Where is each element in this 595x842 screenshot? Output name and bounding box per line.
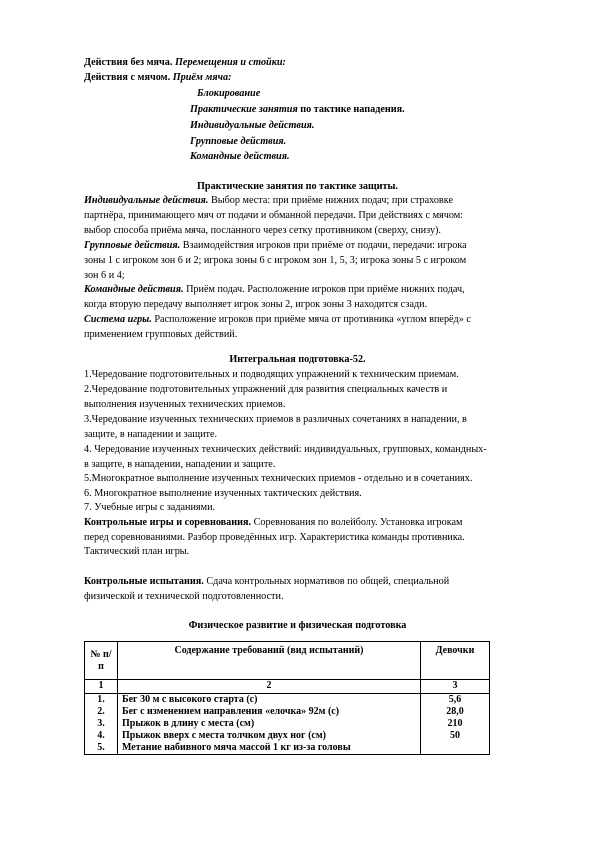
row-value: 28,0: [421, 706, 490, 718]
requirements-table: [84, 641, 490, 755]
game-system-title: Система игры.: [84, 314, 152, 325]
defense-p2-text1: Взаимодействия игроков при приёме от подачи, передачи: игрока: [180, 240, 467, 251]
group-actions-line: Групповые действия.: [190, 136, 287, 147]
row-text: Прыжок в длину с места (см): [118, 718, 421, 730]
defense-p3-line2: когда вторую передачу выполняет игрок зоны 2, игрок зоны 3 находится сзади.: [84, 299, 428, 310]
defense-p4-line2: применением групповых действий.: [84, 329, 238, 340]
row-number: 5.: [85, 742, 118, 755]
integral-line: 1.Чередование подготовительных и подводящих упражнений к техническим приемам.: [84, 369, 459, 380]
ball-actions-line: [84, 71, 231, 84]
row-value: 5,6: [421, 694, 490, 707]
integral-line: 5.Многократное выполнение изученных технических приемов - отдельно и в сочетаниях.: [84, 473, 473, 484]
team-title: Командные действия.: [84, 284, 184, 295]
header-girls: Девочки: [421, 642, 490, 680]
defense-p1-text1: Выбор места: при приёме нижних подач; при страховке: [208, 195, 453, 206]
row-number: 4.: [85, 730, 118, 742]
control-games-line1: [84, 516, 462, 529]
control-games-title: Контрольные игры и соревнования.: [84, 517, 252, 528]
table-row: [85, 706, 490, 718]
defense-p3-line1: [84, 283, 465, 296]
movements-label: Перемещения и стойки:: [172, 57, 286, 68]
integral-line: защите, в нападении и защите.: [84, 429, 218, 440]
defense-p2-line2: зоны 1 с игроком зон 6 и 2; игрока зоны 6 с игроком зон 1, 5, 3; игрока зоны 5 с игроком: [84, 255, 467, 266]
control-games-text1: Соревнования по волейболу. Установка игрокам: [251, 517, 463, 528]
defense-p4-line1: [84, 313, 471, 326]
reception-label: Приём мяча:: [170, 72, 232, 83]
defense-p1-line1: [84, 194, 453, 207]
table-row: [85, 694, 490, 707]
table-row: [85, 730, 490, 742]
integral-line: выполнения изученных технических приемов.: [84, 399, 286, 410]
integral-line: 7. Учебные игры с заданиями.: [84, 502, 216, 513]
control-tests-line1: [84, 575, 449, 588]
row-value: 50: [421, 730, 490, 742]
table-row: [85, 742, 490, 755]
defense-p2-line1: [84, 239, 467, 252]
table-row: [85, 718, 490, 730]
defense-p1-line2: партнёра, принимающего мяч от подачи и обманной передачи. При действиях с мячом:: [84, 210, 464, 221]
individual-title: Индивидуальные действия.: [84, 195, 209, 206]
defense-p1-line3: выбор способа приёма мяча, посланного через сетку противником (сверху, снизу).: [84, 225, 441, 236]
group-title: Групповые действия.: [84, 240, 181, 251]
attack-tactics-line: [190, 103, 405, 116]
movements-line: [84, 56, 286, 69]
header-number: № п/п: [85, 642, 118, 680]
row-value: 210: [421, 718, 490, 730]
attack-tactics-label: по тактике нападения.: [297, 104, 405, 115]
integral-line: в защите, в нападении, нападении и защите.: [84, 459, 276, 470]
row-text: Прыжок вверх с места толчком двух ног (см): [118, 730, 421, 742]
integral-heading: Интегральная подготовка-52.: [229, 354, 366, 365]
control-games-line3: Тактический план игры.: [84, 546, 190, 557]
individual-actions-line: Индивидуальные действия.: [190, 120, 315, 131]
integral-line: 6. Многократное выполнение изученных тактических действия.: [84, 488, 362, 499]
header-content: Содержание требований (вид испытаний): [118, 642, 421, 680]
integral-line: 2.Чередование подготовительных упражнений для развития специальных качеств и: [84, 384, 448, 395]
table-number-row: [85, 680, 490, 694]
col-number-1: 1: [85, 680, 118, 694]
defense-p2-line3: зон 6 и 4;: [84, 270, 125, 281]
integral-line: 4. Чередование изученных технических действий: индивидуальных, групповых, командных-: [84, 444, 487, 455]
row-text: Бег с изменением направления «елочка» 92м (с): [118, 706, 421, 718]
col-number-2: 2: [118, 680, 421, 694]
table-title: Физическое развитие и физическая подготовка: [188, 620, 407, 631]
row-number: 2.: [85, 706, 118, 718]
defense-heading: Практические занятия по тактике защиты.: [197, 181, 398, 192]
defense-p4-text1: Расположение игроков при приёме мяча от противника «углом вперёд» с: [151, 314, 471, 325]
col-number-3: 3: [421, 680, 490, 694]
blocking-line: Блокирование: [197, 88, 261, 99]
row-value: [421, 742, 490, 755]
control-tests-title: Контрольные испытания.: [84, 576, 204, 587]
ball-actions-label: Действия с мячом.: [84, 72, 171, 83]
row-text: Бег 30 м с высокого старта (с): [118, 694, 421, 707]
control-games-line2: перед соревнованиями. Разбор проведённых игр. Характеристика команды противника.: [84, 532, 465, 543]
row-text: Метание набивного мяча массой 1 кг из-за головы: [118, 742, 421, 755]
control-tests-line2: физической и технической подготовленности.: [84, 591, 284, 602]
table-header-row: [85, 642, 490, 680]
team-actions-line: Командные действия.: [190, 151, 290, 162]
defense-p3-text1: Приём подач. Расположение игроков при приёме нижних подач,: [183, 284, 465, 295]
practical-lessons-label: Практические занятия: [190, 104, 298, 115]
no-ball-actions-label: Действия без мяча.: [84, 57, 173, 68]
control-tests-text1: Сдача контрольных нормативов по общей, специальной: [203, 576, 450, 587]
integral-line: 3.Чередование изученных технических приемов в различных сочетаниях в нападении, в: [84, 414, 467, 425]
row-number: 1.: [85, 694, 118, 707]
row-number: 3.: [85, 718, 118, 730]
